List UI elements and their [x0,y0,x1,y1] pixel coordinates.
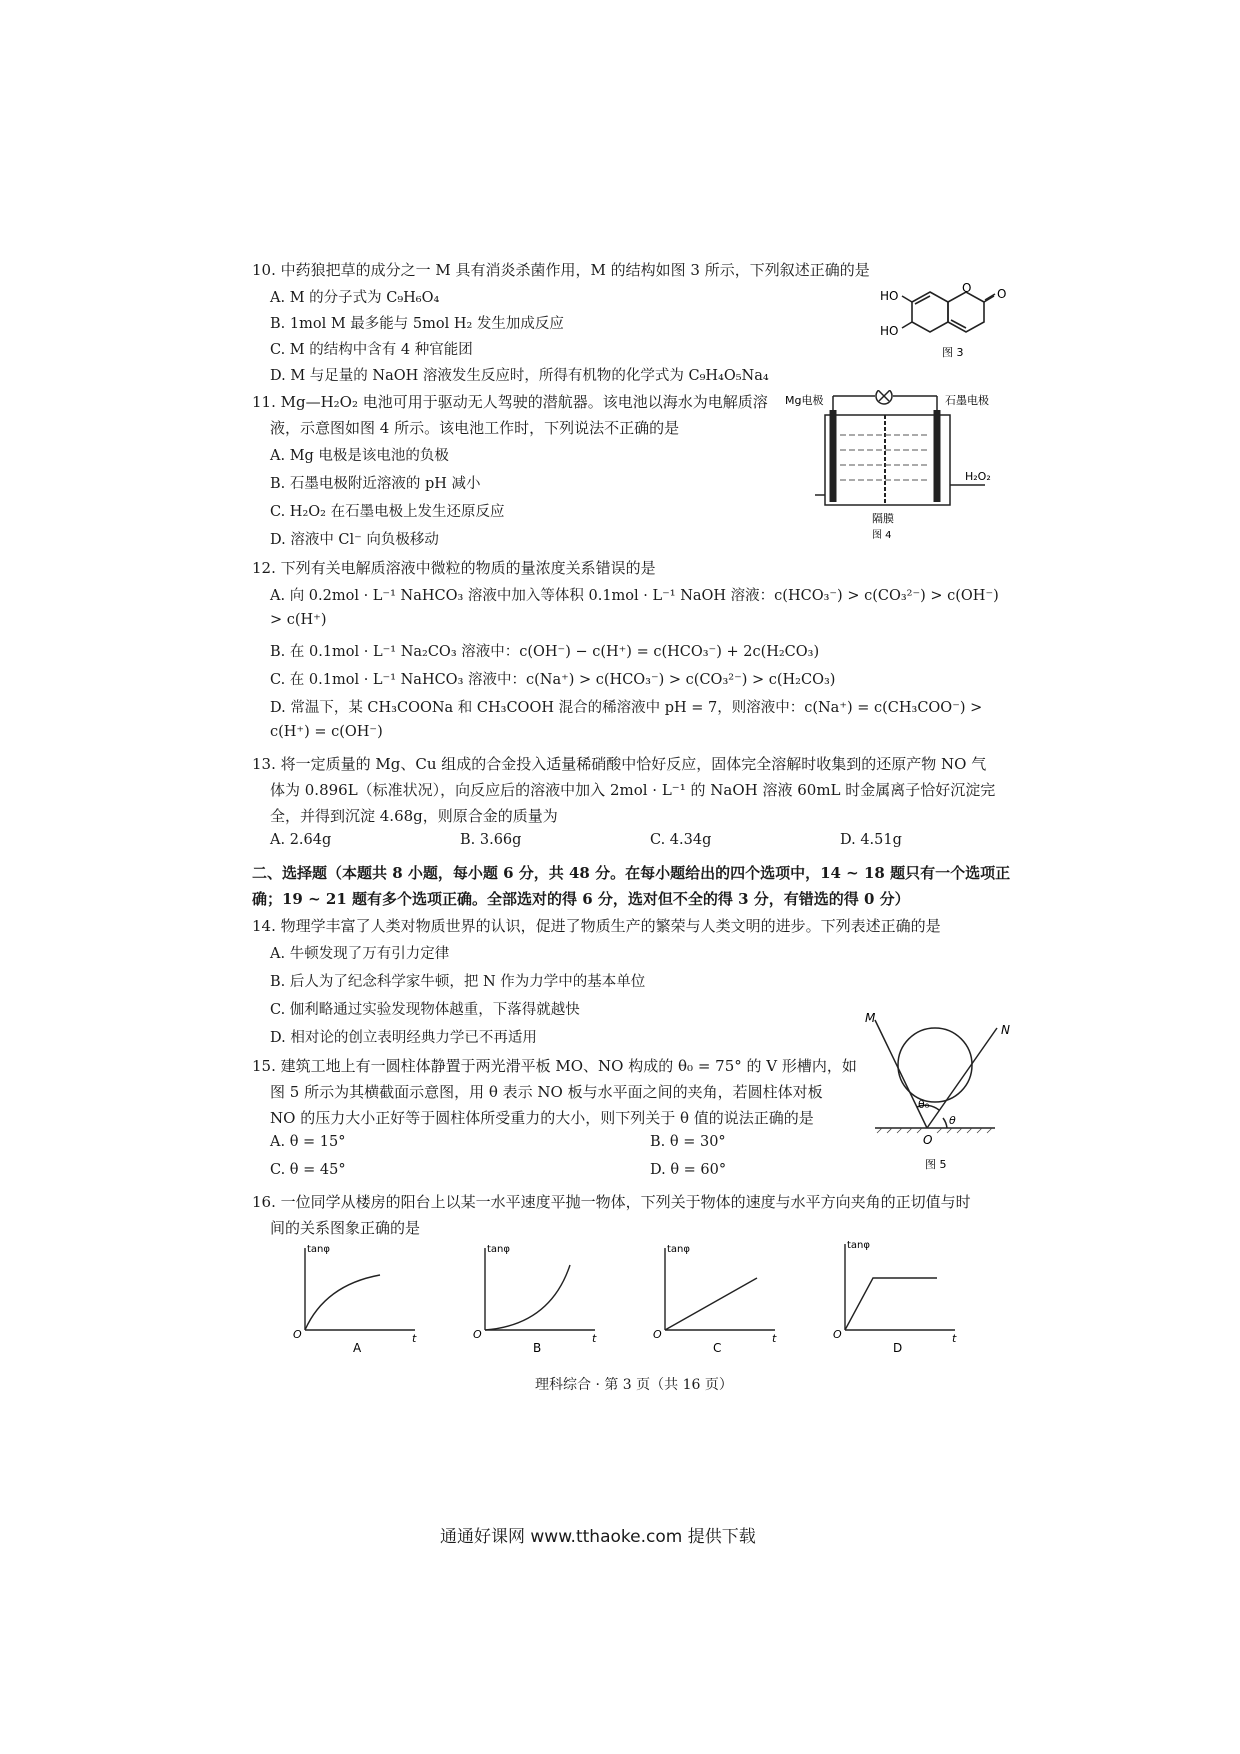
label-theta0: θ₀ [918,1098,930,1111]
q15-option-b: B. θ = 30° [650,1134,726,1150]
figure-4-battery [785,390,1010,540]
graph-b-origin: O [473,1328,482,1341]
figure-5-caption: 图 5 [925,1158,947,1171]
q13-stem-line1: 13. 将一定质量的 Mg、Cu 组成的合金投入适量稀硝酸中恰好反应，固体完全溶解时收集到的还原产物 NO 气 [252,755,987,773]
figure-3-structure [880,280,1030,360]
graph-d-xlabel: t [952,1332,957,1345]
q14-option-b: B. 后人为了纪念科学家牛顿，把 N 作为力学中的基本单位 [270,974,646,990]
q11-option-d: D. 溶液中 Cl⁻ 向负极移动 [270,532,439,548]
graph-c [645,1240,785,1355]
q15-stem-line1: 15. 建筑工地上有一圆柱体静置于两光滑平板 MO、NO 构成的 θ₀ = 75° 的 V 形槽内，如 [252,1057,857,1075]
label-m: M [865,1011,876,1025]
q12-stem: 12. 下列有关电解质溶液中微粒的物质的量浓度关系错误的是 [252,559,656,577]
section2-heading-line2: 确；19 ~ 21 题有多个选项正确。全部选对的得 6 分，选对但不全的得 3 分，有错选的得 0 分） [252,890,910,908]
graph-b [465,1240,605,1355]
q14-option-a: A. 牛顿发现了万有引力定律 [270,946,450,962]
q13-option-b: B. 3.66g [460,832,522,848]
graph-c-ylabel: tanφ [667,1244,690,1255]
q10-stem: 10. 中药狼把草的成分之一 M 具有消炎杀菌作用，M 的结构如图 3 所示，下列叙述正确的是 [252,261,870,279]
q11-option-c: C. H₂O₂ 在石墨电极上发生还原反应 [270,504,505,520]
section2-heading-line1: 二、选择题（本题共 8 小题，每小题 6 分，共 48 分。在每小题给出的四个选项中，14 ~ 18 题只有一个选项正 [252,864,1011,882]
label-n: N [1001,1023,1010,1037]
q12-option-d: D. 常温下，某 CH₃COONa 和 CH₃COOH 混合的稀溶液中 pH = 7，则溶液中：c(Na⁺) = c(CH₃COO⁻) > [270,700,983,716]
page-footer: 理科综合 · 第 3 页（共 16 页） [535,1377,733,1393]
q11-option-b: B. 石墨电极附近溶液的 pH 减小 [270,476,481,492]
q11-option-a: A. Mg 电极是该电池的负极 [270,448,449,464]
q14-option-c: C. 伽利略通过实验发现物体越重，下落得就越快 [270,1002,580,1018]
q13-stem-line3: 全，并得到沉淀 4.68g，则原合金的质量为 [270,807,558,825]
q15-stem-line2: 图 5 所示为其横截面示意图，用 θ 表示 NO 板与水平面之间的夹角，若圆柱体对板 [270,1083,823,1101]
structure-label-o-ring: O [962,281,972,295]
graph-b-xlabel: t [592,1332,597,1345]
q13-option-d: D. 4.51g [840,832,902,848]
q14-stem: 14. 物理学丰富了人类对物质世界的认识，促进了物质生产的繁荣与人类文明的进步。下列表述正确的是 [252,917,941,935]
label-h2o2: H₂O₂ [965,470,991,483]
label-o: O [923,1133,933,1147]
graph-c-xlabel: t [772,1332,777,1345]
structure-label-ho-1: HO [880,289,899,303]
graph-a-label: A [353,1341,362,1355]
q16-stem-line1: 16. 一位同学从楼房的阳台上以某一水平速度平抛一物体，下列关于物体的速度与水平方向夹角的正切值与时 [252,1193,971,1211]
q14-option-d: D. 相对论的创立表明经典力学已不再适用 [270,1030,537,1046]
graph-a-xlabel: t [412,1332,417,1345]
structure-label-o-carbonyl: O [997,287,1007,301]
q10-option-c: C. M 的结构中含有 4 种官能团 [270,342,473,358]
q10-option-b: B. 1mol M 最多能与 5mol H₂ 发生加成反应 [270,316,564,332]
q16-stem-line2: 间的关系图象正确的是 [270,1219,421,1237]
q11-stem-line1: 11. Mg—H₂O₂ 电池可用于驱动无人驾驶的潜航器。该电池以海水为电解质溶 [252,393,768,411]
graph-b-label: B [533,1341,542,1355]
graph-b-ylabel: tanφ [487,1244,510,1255]
label-theta: θ [949,1114,956,1127]
q13-option-a: A. 2.64g [270,832,332,848]
graph-c-label: C [713,1341,722,1355]
structure-label-ho-2: HO [880,324,899,338]
graph-d-label: D [893,1341,903,1355]
q12-option-a: A. 向 0.2mol · L⁻¹ NaHCO₃ 溶液中加入等体积 0.1mol · L⁻¹ NaOH 溶液：c(HCO₃⁻) > c(CO₃²⁻) > c(OH⁻) [270,588,999,604]
graph-d-ylabel: tanφ [847,1240,870,1251]
figure-4-caption: 图 4 [872,530,892,540]
label-graphite-electrode: 石墨电极 [945,394,989,407]
graph-a-ylabel: tanφ [307,1244,330,1255]
graph-a-origin: O [293,1328,302,1341]
q11-stem-line2: 液，示意图如图 4 所示。该电池工作时，下列说法不正确的是 [270,419,680,437]
figure-5-v-groove [855,1010,1015,1175]
q13-option-c: C. 4.34g [650,832,712,848]
q15-option-c: C. θ = 45° [270,1162,346,1178]
download-credit: 通通好课网 www.tthaoke.com 提供下载 [440,1527,756,1547]
q10-option-d: D. M 与足量的 NaOH 溶液发生反应时，所得有机物的化学式为 C₉H₄O₅Na₄ [270,368,769,384]
label-membrane: 隔膜 [872,512,894,525]
q12-option-c: C. 在 0.1mol · L⁻¹ NaHCO₃ 溶液中：c(Na⁺) > c(HCO₃⁻) > c(CO₃²⁻) > c(H₂CO₃) [270,672,836,688]
graph-d-origin: O [833,1328,842,1341]
label-mg-electrode: Mg电极 [785,394,824,407]
q15-option-d: D. θ = 60° [650,1162,727,1178]
q12-option-b: B. 在 0.1mol · L⁻¹ Na₂CO₃ 溶液中：c(OH⁻) − c(H⁺) = c(HCO₃⁻) + 2c(H₂CO₃) [270,644,820,660]
q15-option-a: A. θ = 15° [270,1134,346,1150]
q12-option-d-cont: c(H⁺) = c(OH⁻) [270,724,383,740]
graph-c-origin: O [653,1328,662,1341]
q13-stem-line2: 体为 0.896L（标准状况），向反应后的溶液中加入 2mol · L⁻¹ 的 NaOH 溶液 60mL 时金属离子恰好沉淀完 [270,781,996,799]
graph-a [285,1240,425,1355]
q12-option-a-cont: > c(H⁺) [270,612,327,628]
figure-3-caption: 图 3 [942,346,964,359]
graph-d [825,1236,965,1355]
q10-option-a: A. M 的分子式为 C₉H₆O₄ [270,290,440,306]
q15-stem-line3: NO 的压力大小正好等于圆柱体所受重力的大小，则下列关于 θ 值的说法正确的是 [270,1109,814,1127]
